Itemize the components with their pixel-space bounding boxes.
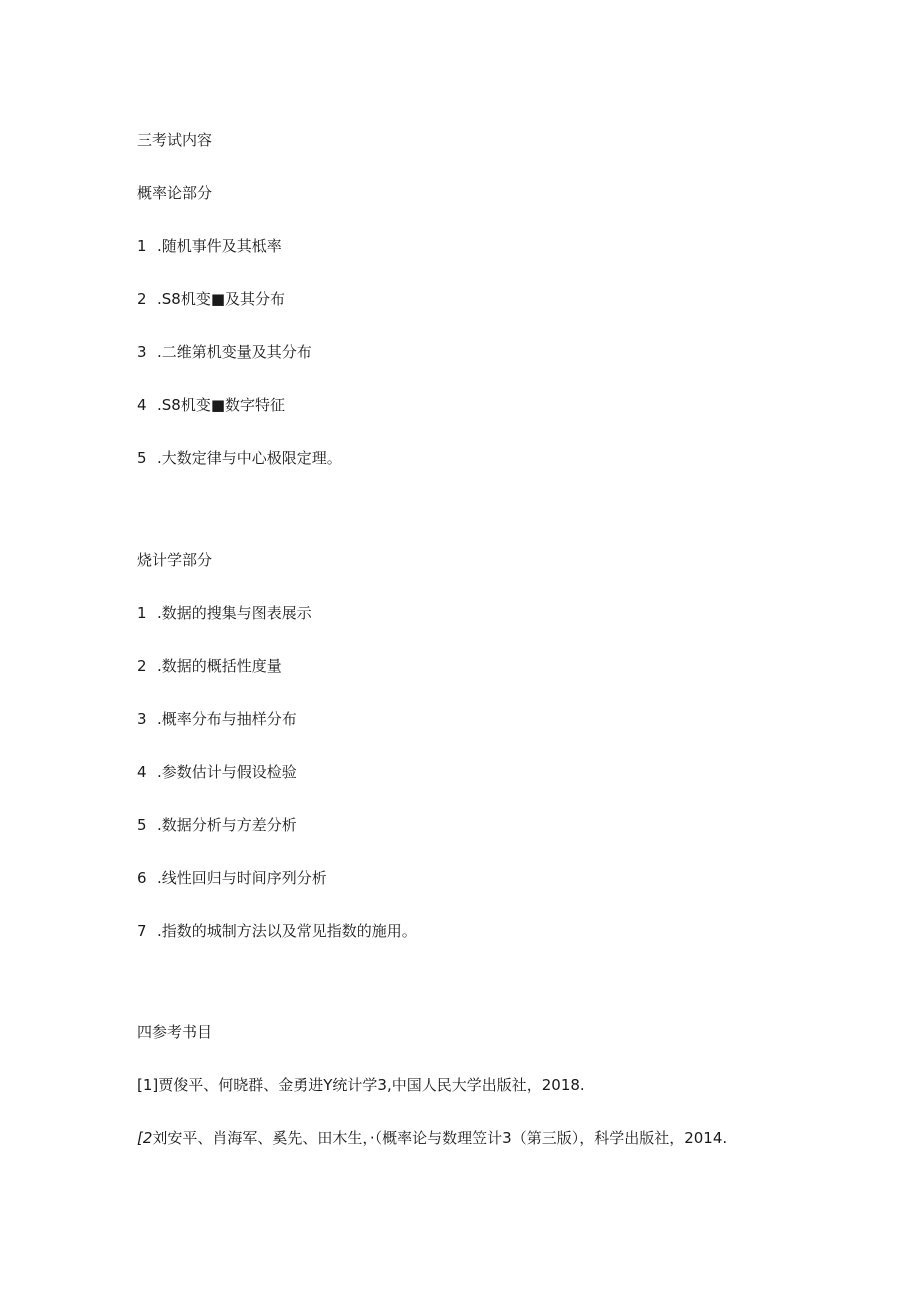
item-number: 3: [137, 343, 147, 361]
statistics-heading: 烧计学部分: [137, 551, 213, 569]
item-text: .随机事件及其柢率: [157, 237, 282, 255]
reference-text: 贾俊平、何晓群、金勇进Y统计学3,中国人民大学出版社，2018.: [158, 1076, 585, 1094]
item-number: 1: [137, 604, 147, 622]
list-item: [137, 289, 285, 309]
item-number: 5: [137, 816, 147, 834]
item-number: 4: [137, 396, 147, 414]
section3-heading: 三考试内容: [137, 131, 213, 149]
item-number: 2: [137, 657, 147, 675]
list-item: [137, 868, 327, 888]
item-text: .数据分析与方差分析: [157, 816, 297, 834]
item-number: 5: [137, 449, 147, 467]
probability-heading: 概率论部分: [137, 184, 213, 202]
list-item: [137, 342, 312, 362]
list-item: [137, 921, 417, 941]
reference-item: [137, 1075, 585, 1095]
list-item: [137, 709, 297, 729]
reference-text: 刘安平、肖海军、奚先、田木生，·（概率论与数理笠计3（第三版），科学出版社，2014.: [152, 1129, 728, 1147]
item-text: .数据的概括性度量: [157, 657, 282, 675]
list-item: [137, 603, 312, 623]
item-text: .概率分布与抽样分布: [157, 710, 297, 728]
item-number: 6: [137, 869, 147, 887]
item-text: .二维第机变量及其分布: [157, 343, 312, 361]
item-text: .指数的城制方法以及常见指数的施用。: [157, 922, 417, 940]
item-number: 3: [137, 710, 147, 728]
item-text: .线性回归与时间序列分析: [157, 869, 327, 887]
section4-heading: 四参考书目: [137, 1023, 213, 1041]
item-text: .S8机变■及其分布: [157, 290, 286, 308]
item-text: .大数定律与中心极限定理。: [157, 449, 342, 467]
item-number: 4: [137, 763, 147, 781]
item-number: 2: [137, 290, 147, 308]
item-text: .数据的搜集与图表展示: [157, 604, 312, 622]
list-item: [137, 395, 285, 415]
reference-prefix: [2: [137, 1129, 153, 1147]
item-number: 1: [137, 237, 147, 255]
item-number: 7: [137, 922, 147, 940]
list-item: [137, 815, 297, 835]
list-item: [137, 762, 297, 782]
reference-prefix: [1]: [137, 1076, 159, 1094]
list-item: [137, 448, 342, 468]
reference-item: [137, 1128, 727, 1148]
list-item: [137, 656, 282, 676]
item-text: .S8机变■数字特征: [157, 396, 286, 414]
item-text: .参数估计与假设检验: [157, 763, 297, 781]
list-item: [137, 236, 282, 256]
